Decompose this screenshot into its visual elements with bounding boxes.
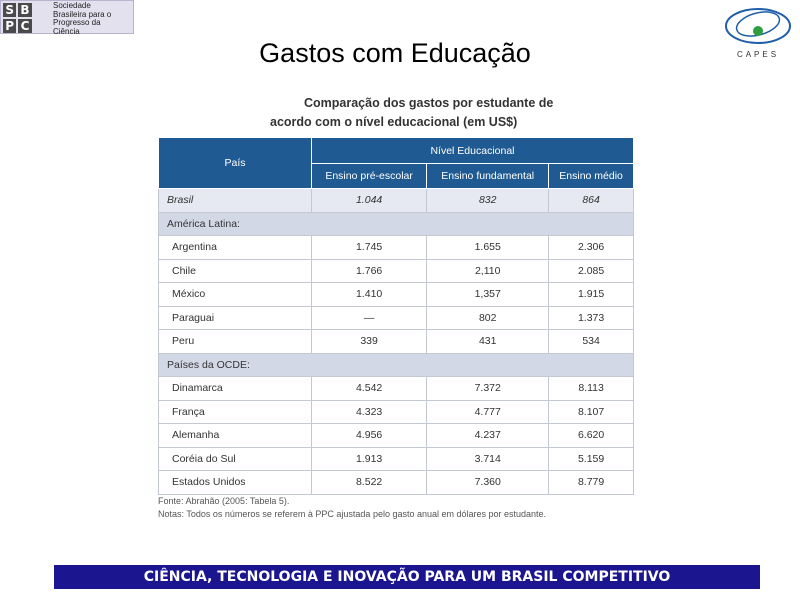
table-row <box>159 330 634 354</box>
spending-value: 1,357 <box>427 283 549 307</box>
spending-value: 4.237 <box>427 424 549 448</box>
table-body <box>159 189 634 495</box>
capes-logo-text: CAPES <box>736 50 780 59</box>
sbpc-text-line: Brasileira para o <box>53 9 112 19</box>
spending-value: 8.107 <box>549 400 634 424</box>
sbpc-text-line: Sociedade <box>53 1 91 10</box>
spending-value: 1.410 <box>312 283 427 307</box>
spending-value: 1.915 <box>549 283 634 307</box>
spending-value: 1.913 <box>312 447 427 471</box>
country-name: Chile <box>159 259 312 283</box>
table-caption-line: Comparação dos gastos por estudante de <box>304 96 554 110</box>
spending-table <box>158 137 634 495</box>
spending-value: 2.306 <box>549 236 634 260</box>
sbpc-logo-text <box>53 2 111 36</box>
spending-value: 2.085 <box>549 259 634 283</box>
table-row <box>159 306 634 330</box>
table-notes <box>158 495 546 521</box>
slide-title: Gastos com Educação <box>259 38 531 68</box>
sbpc-text-line: Progresso da <box>53 18 101 28</box>
table-row <box>159 471 634 495</box>
sbpc-logo <box>0 0 134 34</box>
header-secondary: Ensino médio <box>549 164 634 189</box>
spending-value: 3.714 <box>427 447 549 471</box>
spending-value: 1.373 <box>549 306 634 330</box>
country-name: México <box>159 283 312 307</box>
sbpc-letter-b: B <box>18 3 31 17</box>
spending-value: 832 <box>427 189 549 213</box>
spending-value: 1.655 <box>427 236 549 260</box>
country-name: Argentina <box>159 236 312 260</box>
section-label: Países da OCDE: <box>159 353 634 377</box>
country-name: França <box>159 400 312 424</box>
spending-value: 1.044 <box>312 189 427 213</box>
header-elementary: Ensino fundamental <box>427 164 549 189</box>
spending-value: 6.620 <box>549 424 634 448</box>
spending-value: 8.522 <box>312 471 427 495</box>
country-name: Paraguai <box>159 306 312 330</box>
table-row <box>159 189 634 213</box>
footer-banner: CIÊNCIA, TECNOLOGIA E INOVAÇÃO PARA UM BRASIL COMPETITIVO <box>54 565 760 589</box>
spending-value: 1.745 <box>312 236 427 260</box>
section-row <box>159 212 634 236</box>
sbpc-letter-s: S <box>3 3 16 17</box>
spending-value: 5.159 <box>549 447 634 471</box>
sbpc-letter-c: C <box>18 19 31 33</box>
spending-value: 7.372 <box>427 377 549 401</box>
country-name: Brasil <box>159 189 312 213</box>
country-name: Coréia do Sul <box>159 447 312 471</box>
country-name: Peru <box>159 330 312 354</box>
table-row <box>159 283 634 307</box>
table-caption <box>270 94 570 132</box>
spending-value: 1.766 <box>312 259 427 283</box>
spending-value: — <box>312 306 427 330</box>
section-label: América Latina: <box>159 212 634 236</box>
spending-value: 4.323 <box>312 400 427 424</box>
sbpc-logo-gap <box>34 3 47 17</box>
spending-value: 4.956 <box>312 424 427 448</box>
table-row <box>159 400 634 424</box>
table-row <box>159 236 634 260</box>
table-note: Notas: Todos os números se referem à PPC ajustada pelo gasto anual em dólares por estudante. <box>158 509 547 519</box>
spending-value: 2,110 <box>427 259 549 283</box>
sbpc-logo-mark <box>3 3 47 33</box>
spending-value: 864 <box>549 189 634 213</box>
spending-value: 4.542 <box>312 377 427 401</box>
sbpc-text-line: Ciência <box>53 26 80 36</box>
spending-value: 4.777 <box>427 400 549 424</box>
spending-value: 8.113 <box>549 377 634 401</box>
spending-value: 339 <box>312 330 427 354</box>
table-row <box>159 424 634 448</box>
spending-value: 431 <box>427 330 549 354</box>
sbpc-logo-gap <box>34 19 47 33</box>
table-source: Fonte: Abrahão (2005: Tabela 5). <box>158 496 290 506</box>
table-row <box>159 259 634 283</box>
section-row <box>159 353 634 377</box>
country-name: Alemanha <box>159 424 312 448</box>
header-country: País <box>159 138 312 189</box>
spending-value: 8.779 <box>549 471 634 495</box>
table-caption-line: acordo com o nível educacional (em US$) <box>270 115 518 129</box>
header-preschool: Ensino pré-escolar <box>312 164 427 189</box>
table-row <box>159 377 634 401</box>
country-name: Dinamarca <box>159 377 312 401</box>
spending-value: 534 <box>549 330 634 354</box>
sbpc-letter-p: P <box>3 19 16 33</box>
spending-value: 7.360 <box>427 471 549 495</box>
table-row <box>159 447 634 471</box>
country-name: Estados Unidos <box>159 471 312 495</box>
header-educational-level: Nível Educacional <box>312 138 634 164</box>
spending-value: 802 <box>427 306 549 330</box>
